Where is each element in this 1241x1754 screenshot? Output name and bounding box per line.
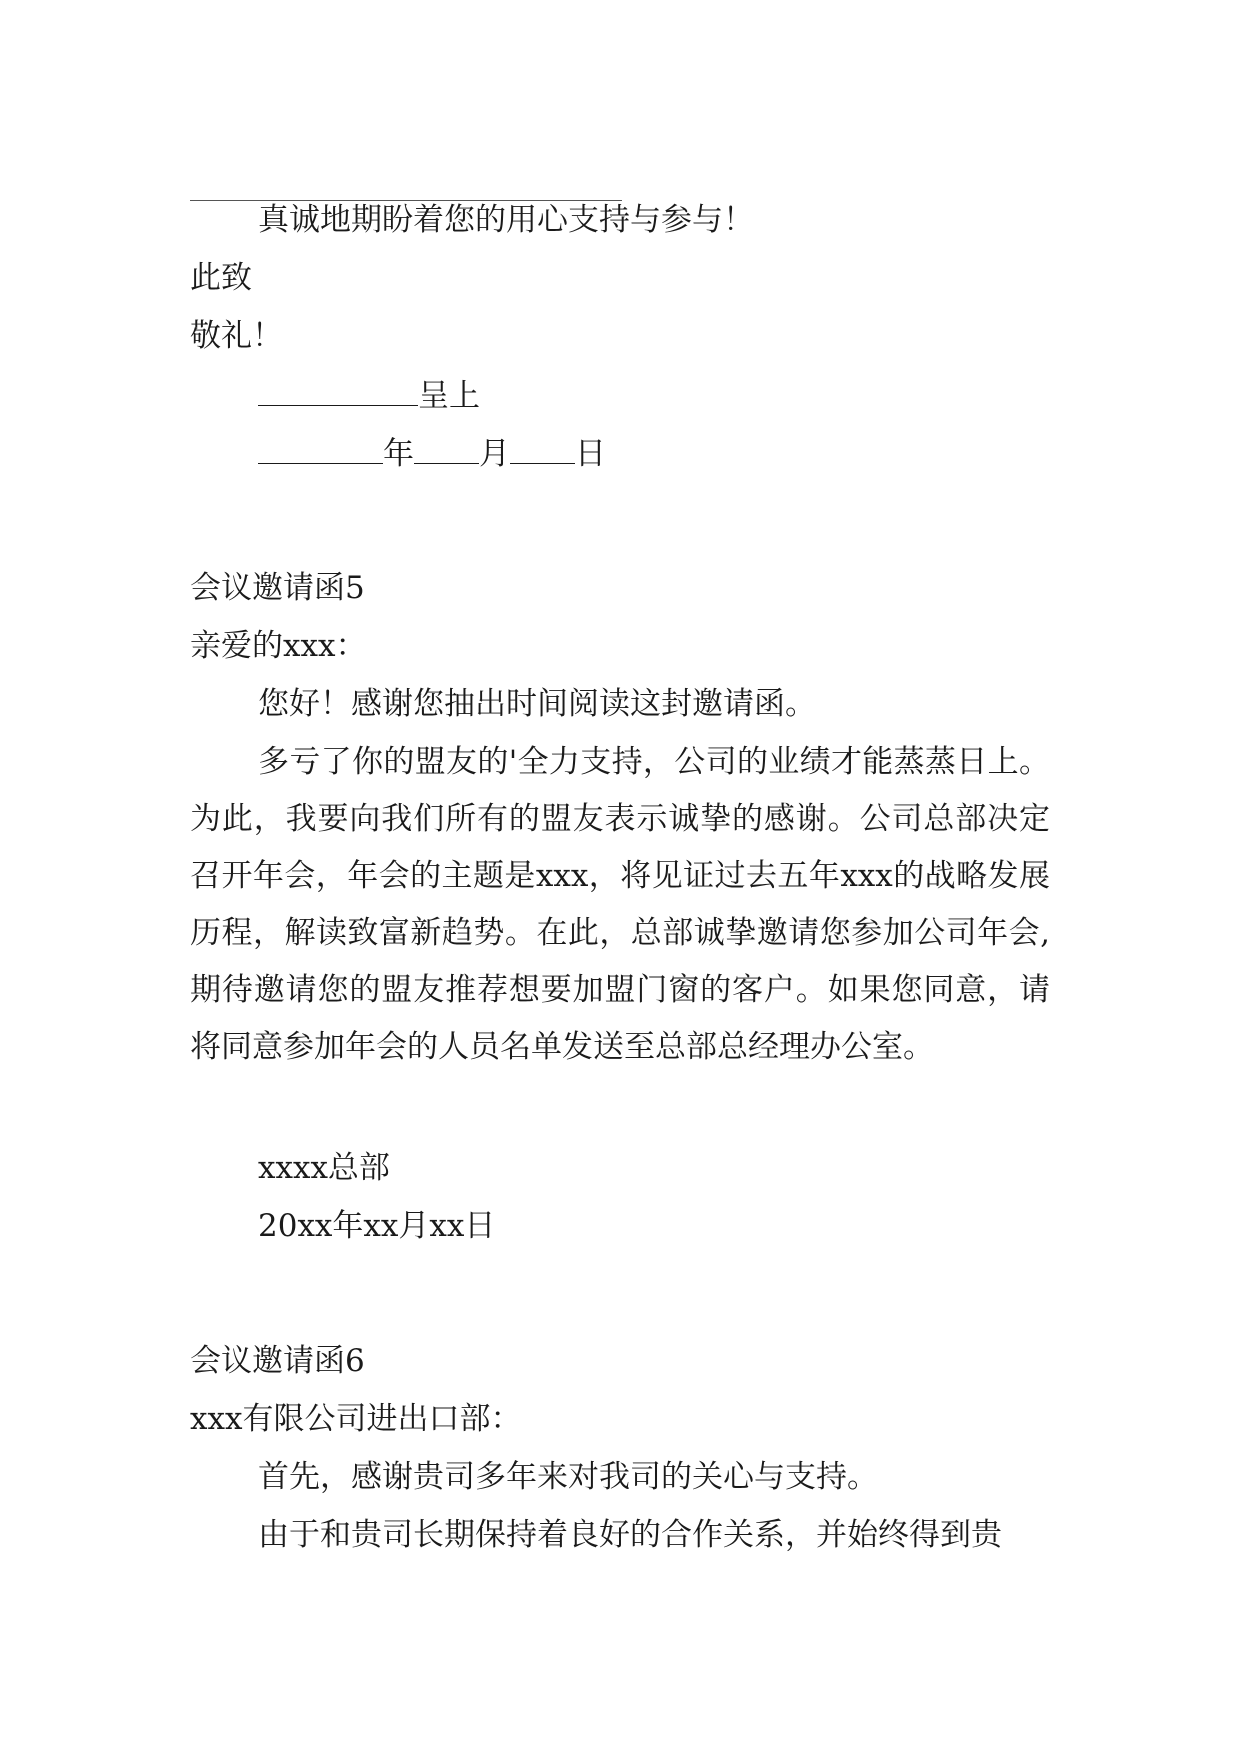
- month-label: 月: [479, 436, 510, 472]
- closing-sentence: 真诚地期盼着您的用心支持与参与！: [258, 202, 754, 238]
- letter5-signature: xxxx总部: [258, 1150, 390, 1186]
- letter5-title: 会议邀请函5: [190, 570, 365, 606]
- letter5-para1: 您好！感谢您抽出时间阅读这封邀请函。: [258, 686, 816, 722]
- month-blank: [414, 433, 479, 464]
- day-label: 日: [575, 436, 606, 472]
- letter6-para1: 首先，感谢贵司多年来对我司的关心与支持。: [258, 1459, 878, 1495]
- year-blank: [258, 433, 383, 464]
- letter6-recipient: xxx有限公司进出口部：: [190, 1401, 522, 1437]
- salutation-ci-zhi: 此致: [190, 260, 252, 296]
- day-blank: [510, 433, 575, 464]
- letter6-title: 会议邀请函6: [190, 1343, 365, 1379]
- letter5-date: 20xx年xx月xx日: [258, 1208, 496, 1244]
- letter5-greeting: 亲爱的xxx：: [190, 628, 367, 664]
- date-blank-line: [258, 426, 606, 483]
- salutation-jing-li: 敬礼！: [190, 318, 283, 354]
- presented-by-suffix: 呈上: [418, 378, 480, 414]
- letter5-para2: 多亏了你的盟友的'全力支持，公司的业绩才能蒸蒸日上。为此，我要向我们所有的盟友表示诚挚的感谢。公司总部决定召开年会，年会的主题是xxx，将见证过去五年xxx的战略发展历程，解读致富新趋势。在此，总部诚挚邀请您参加公司年会,期待邀请您的盟友推荐想要加盟门窗的客户。如果您同意，请将同意参加年会的人员名单发送至总部总经理办公室。: [190, 744, 1050, 1065]
- presented-by-line: [258, 368, 480, 425]
- year-label: 年: [383, 436, 414, 472]
- letter6-para2-start: 由于和贵司长期保持着良好的合作关系，并始终得到贵: [258, 1517, 1002, 1553]
- name-blank: [258, 375, 418, 406]
